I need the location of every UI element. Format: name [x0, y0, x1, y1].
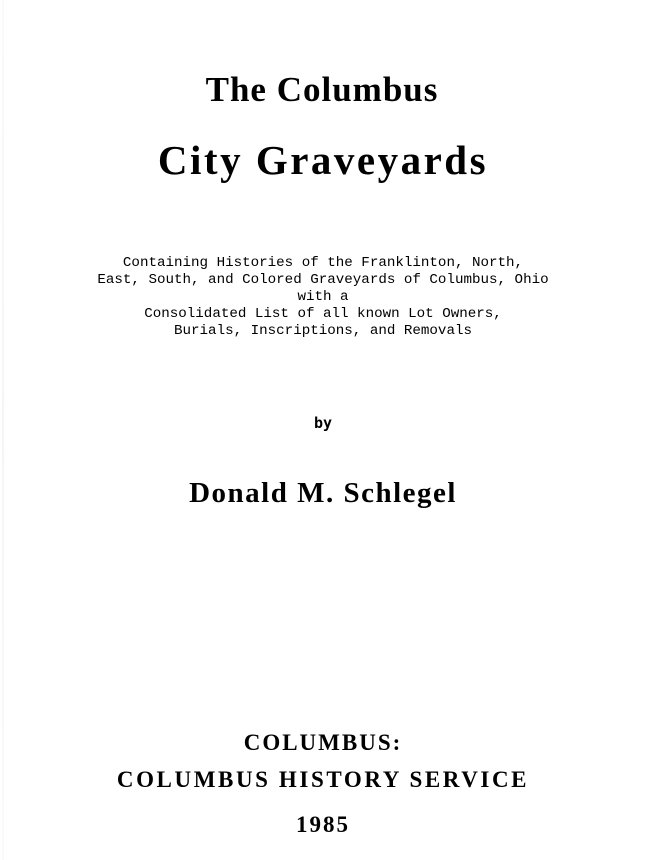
subtitle-line: Containing Histories of the Franklinton, North, — [122, 255, 524, 271]
title-line-2: City Graveyards — [157, 137, 489, 183]
author-name: Donald M. Schlegel — [189, 477, 457, 509]
imprint-year: 1985 — [296, 812, 350, 837]
imprint-city: COLUMBUS: — [243, 730, 403, 755]
imprint-publisher: COLUMBUS HISTORY SERVICE — [116, 767, 530, 792]
subtitle — [0, 255, 648, 340]
byline: by — [313, 414, 333, 432]
subtitle-line: Burials, Inscriptions, and Removals — [174, 323, 472, 339]
subtitle-line: Consolidated List of all known Lot Owners, — [144, 306, 502, 322]
subtitle-line: East, South, and Colored Graveyards of Columbus, Ohio — [97, 272, 549, 288]
title-line-1: The Columbus — [205, 70, 439, 109]
subtitle-line: with a — [297, 289, 349, 305]
